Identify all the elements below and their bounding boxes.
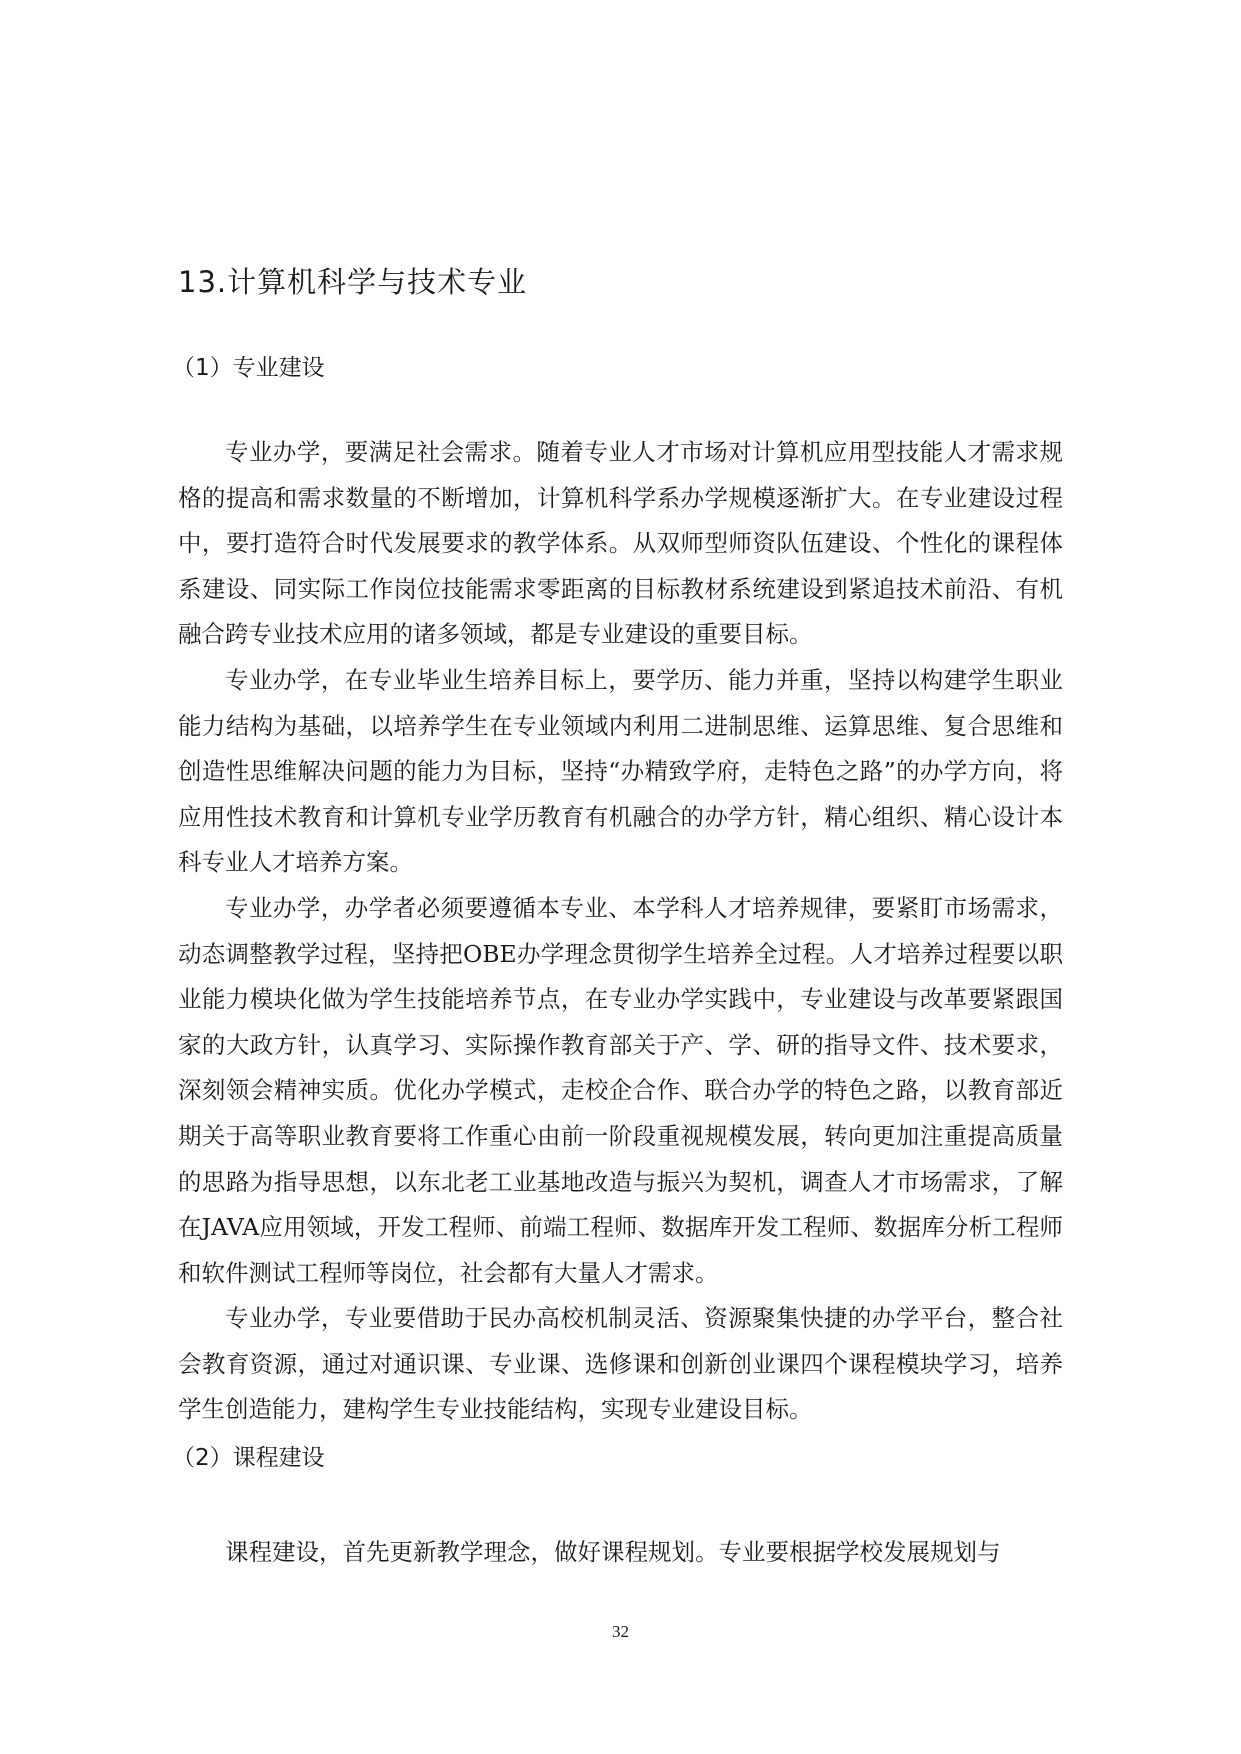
paragraph: 专业办学，在专业毕业生培养目标上，要学历、能力并重，坚持以构建学生职业能力结构为基础，以培养学生在专业领域内利用二进制思维、运算思维、复合思维和创造性思维解决问题的能力为目标，坚持“办精致学府，走特色之路”的办学方向，将应用性技术教育和计算机专业学历教育有机融合的办学方针，精心组织、精心设计本科专业人才培养方案。 [178,665,1063,877]
section-heading-course-construction: （2）课程建设 [172,1445,325,1471]
section-body-major-construction [178,430,1063,1433]
page-number: 32 [612,1622,629,1641]
paragraph: 课程建设，首先更新教学理念，做好课程规划。专业要根据学校发展规划与 [225,1538,1001,1566]
paragraph: 专业办学，办学者必须要遵循本专业、本学科人才培养规律，要紧盯市场需求，动态调整教学过程，坚持把OBE办学理念贯彻学生培养全过程。人才培养过程要以职业能力模块化做为学生技能培养节点，在专业办学实践中，专业建设与改革要紧跟国家的大政方针，认真学习、实际操作教育部关于产、学、研的指导文件、技术要求，深刻领会精神实质。优化办学模式，走校企合作、联合办学的特色之路，以教育部近期关于高等职业教育要将工作重心由前一阶段重视规模发展，转向更加注重提高质量的思路为指导思想，以东北老工业基地改造与振兴为契机，调查人才市场需求，了解在JAVA应用领域，开发工程师、前端工程师、数据库开发工程师、数据库分析工程师和软件测试工程师等岗位，社会都有大量人才需求。 [178,893,1063,1287]
paragraph: 专业办学，专业要借助于民办高校机制灵活、资源聚集快捷的办学平台，整合社会教育资源，通过对通识课、专业课、选修课和创新创业课四个课程模块学习，培养学生创造能力，建构学生专业技能结构，实现专业建设目标。 [178,1304,1063,1424]
section-heading-major-construction: （1）专业建设 [172,355,325,381]
page-title: 13.计算机科学与技术专业 [178,265,528,299]
paragraph: 专业办学，要满足社会需求。随着专业人才市场对计算机应用型技能人才需求规格的提高和需求数量的不断增加，计算机科学系办学规模逐渐扩大。在专业建设过程中，要打造符合时代发展要求的教学体系。从双师型师资队伍建设、个性化的课程体系建设、同实际工作岗位技能需求零距离的目标教材系统建设到紧追技术前沿、有机融合跨专业技术应用的诸多领域，都是专业建设的重要目标。 [178,438,1063,649]
section-body-course-construction [178,1530,1063,1576]
